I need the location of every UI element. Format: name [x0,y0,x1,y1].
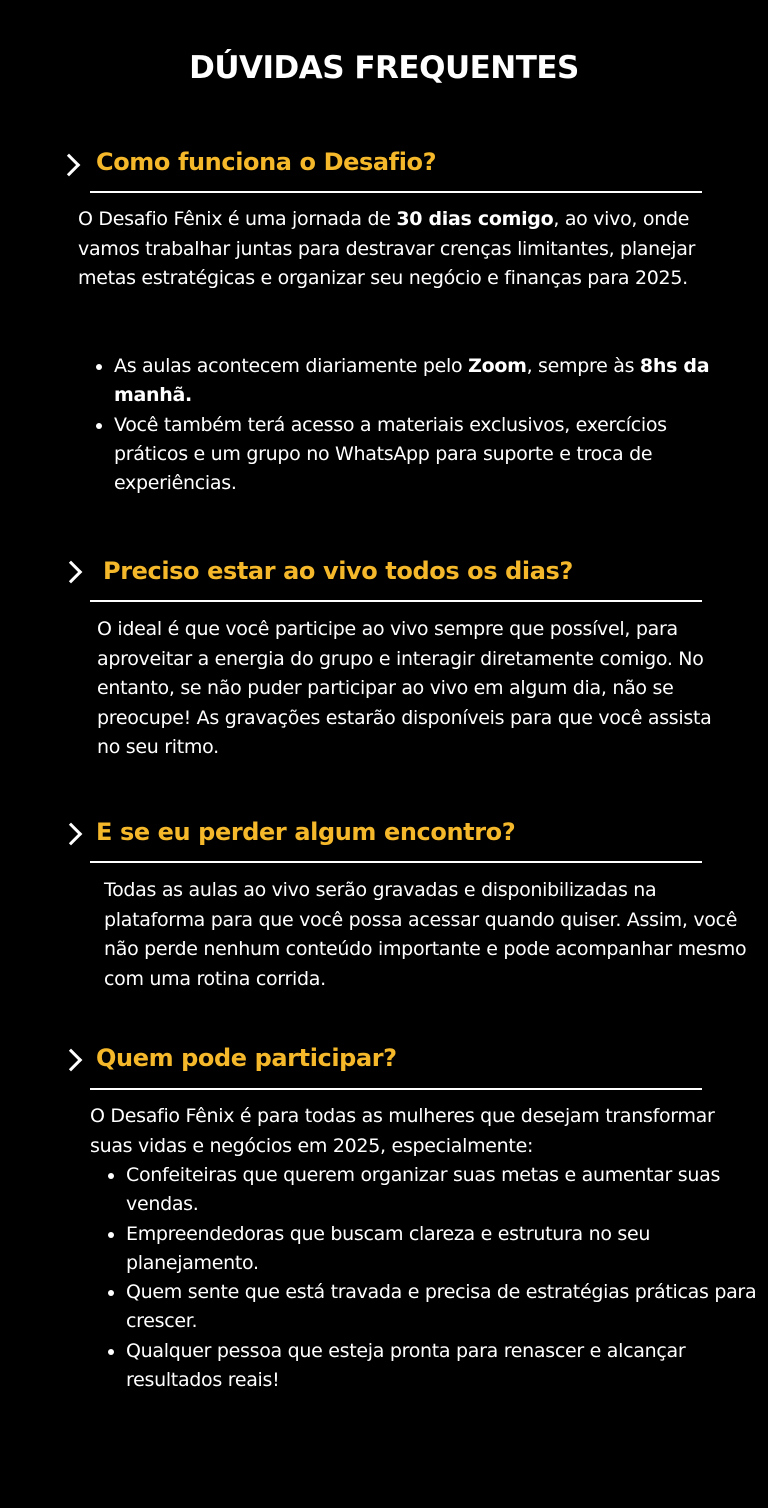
faq-bullet-list [78,352,730,498]
list-item: • Você também terá acesso a materiais exclusivos, exercícios práticos e um grupo no WhatsApp para suporte e troca de experiências. [114,411,730,499]
faq-question[interactable]: Quem pode participar? [96,1044,397,1072]
list-item: • Confeiteiras que querem organizar suas metas e aumentar suas vendas. [126,1161,766,1220]
list-item: • Qualquer pessoa que esteja pronta para renascer e alcançar resultados reais! [126,1337,766,1396]
faq-question[interactable]: Preciso estar ao vivo todos os dias? [103,557,573,585]
chevron-right-icon[interactable] [60,1049,83,1072]
faq-question[interactable]: Como funciona o Desafio? [96,148,437,176]
chevron-right-icon[interactable] [58,154,81,177]
chevron-right-icon[interactable] [60,823,83,846]
faq-question[interactable]: E se eu perder algum encontro? [96,818,516,846]
faq-bullet-list [90,1161,766,1395]
faq-answer: O Desafio Fênix é para todas as mulheres que desejam transformar suas vidas e negócios em 2025, especialmente: [90,1105,715,1157]
divider [90,861,702,863]
divider [90,1088,702,1090]
list-item: • Empreendedoras que buscam clareza e estrutura no seu planejamento. [126,1220,766,1279]
faq-answer: O Desafio Fênix é uma jornada de 30 dias comigo, ao vivo, onde vamos trabalhar juntas para destravar crenças limitantes, planejar metas estratégicas e organizar seu negócio e finanças para 2025. [78,208,696,289]
divider [90,191,702,193]
chevron-right-icon[interactable] [60,561,83,584]
divider [90,600,702,602]
page-title: DÚVIDAS FREQUENTES [189,50,579,86]
list-item: • Quem sente que está travada e precisa de estratégias práticas para crescer. [126,1278,766,1337]
faq-answer: O ideal é que você participe ao vivo sempre que possível, para aproveitar a energia do grupo e interagir diretamente comigo. No entanto, se não puder participar ao vivo em algum dia, não se preocupe! As gravações estarão disponíveis para que você assista no seu ritmo. [97,618,712,758]
faq-answer: Todas as aulas ao vivo serão gravadas e disponibilizadas na plataforma para que você possa acessar quando quiser. Assim, você não perde nenhum conteúdo importante e pode acompanhar mesmo com uma rotina corrida. [104,879,747,990]
list-item: • As aulas acontecem diariamente pelo Zoom, sempre às 8hs da manhã. [114,352,730,411]
